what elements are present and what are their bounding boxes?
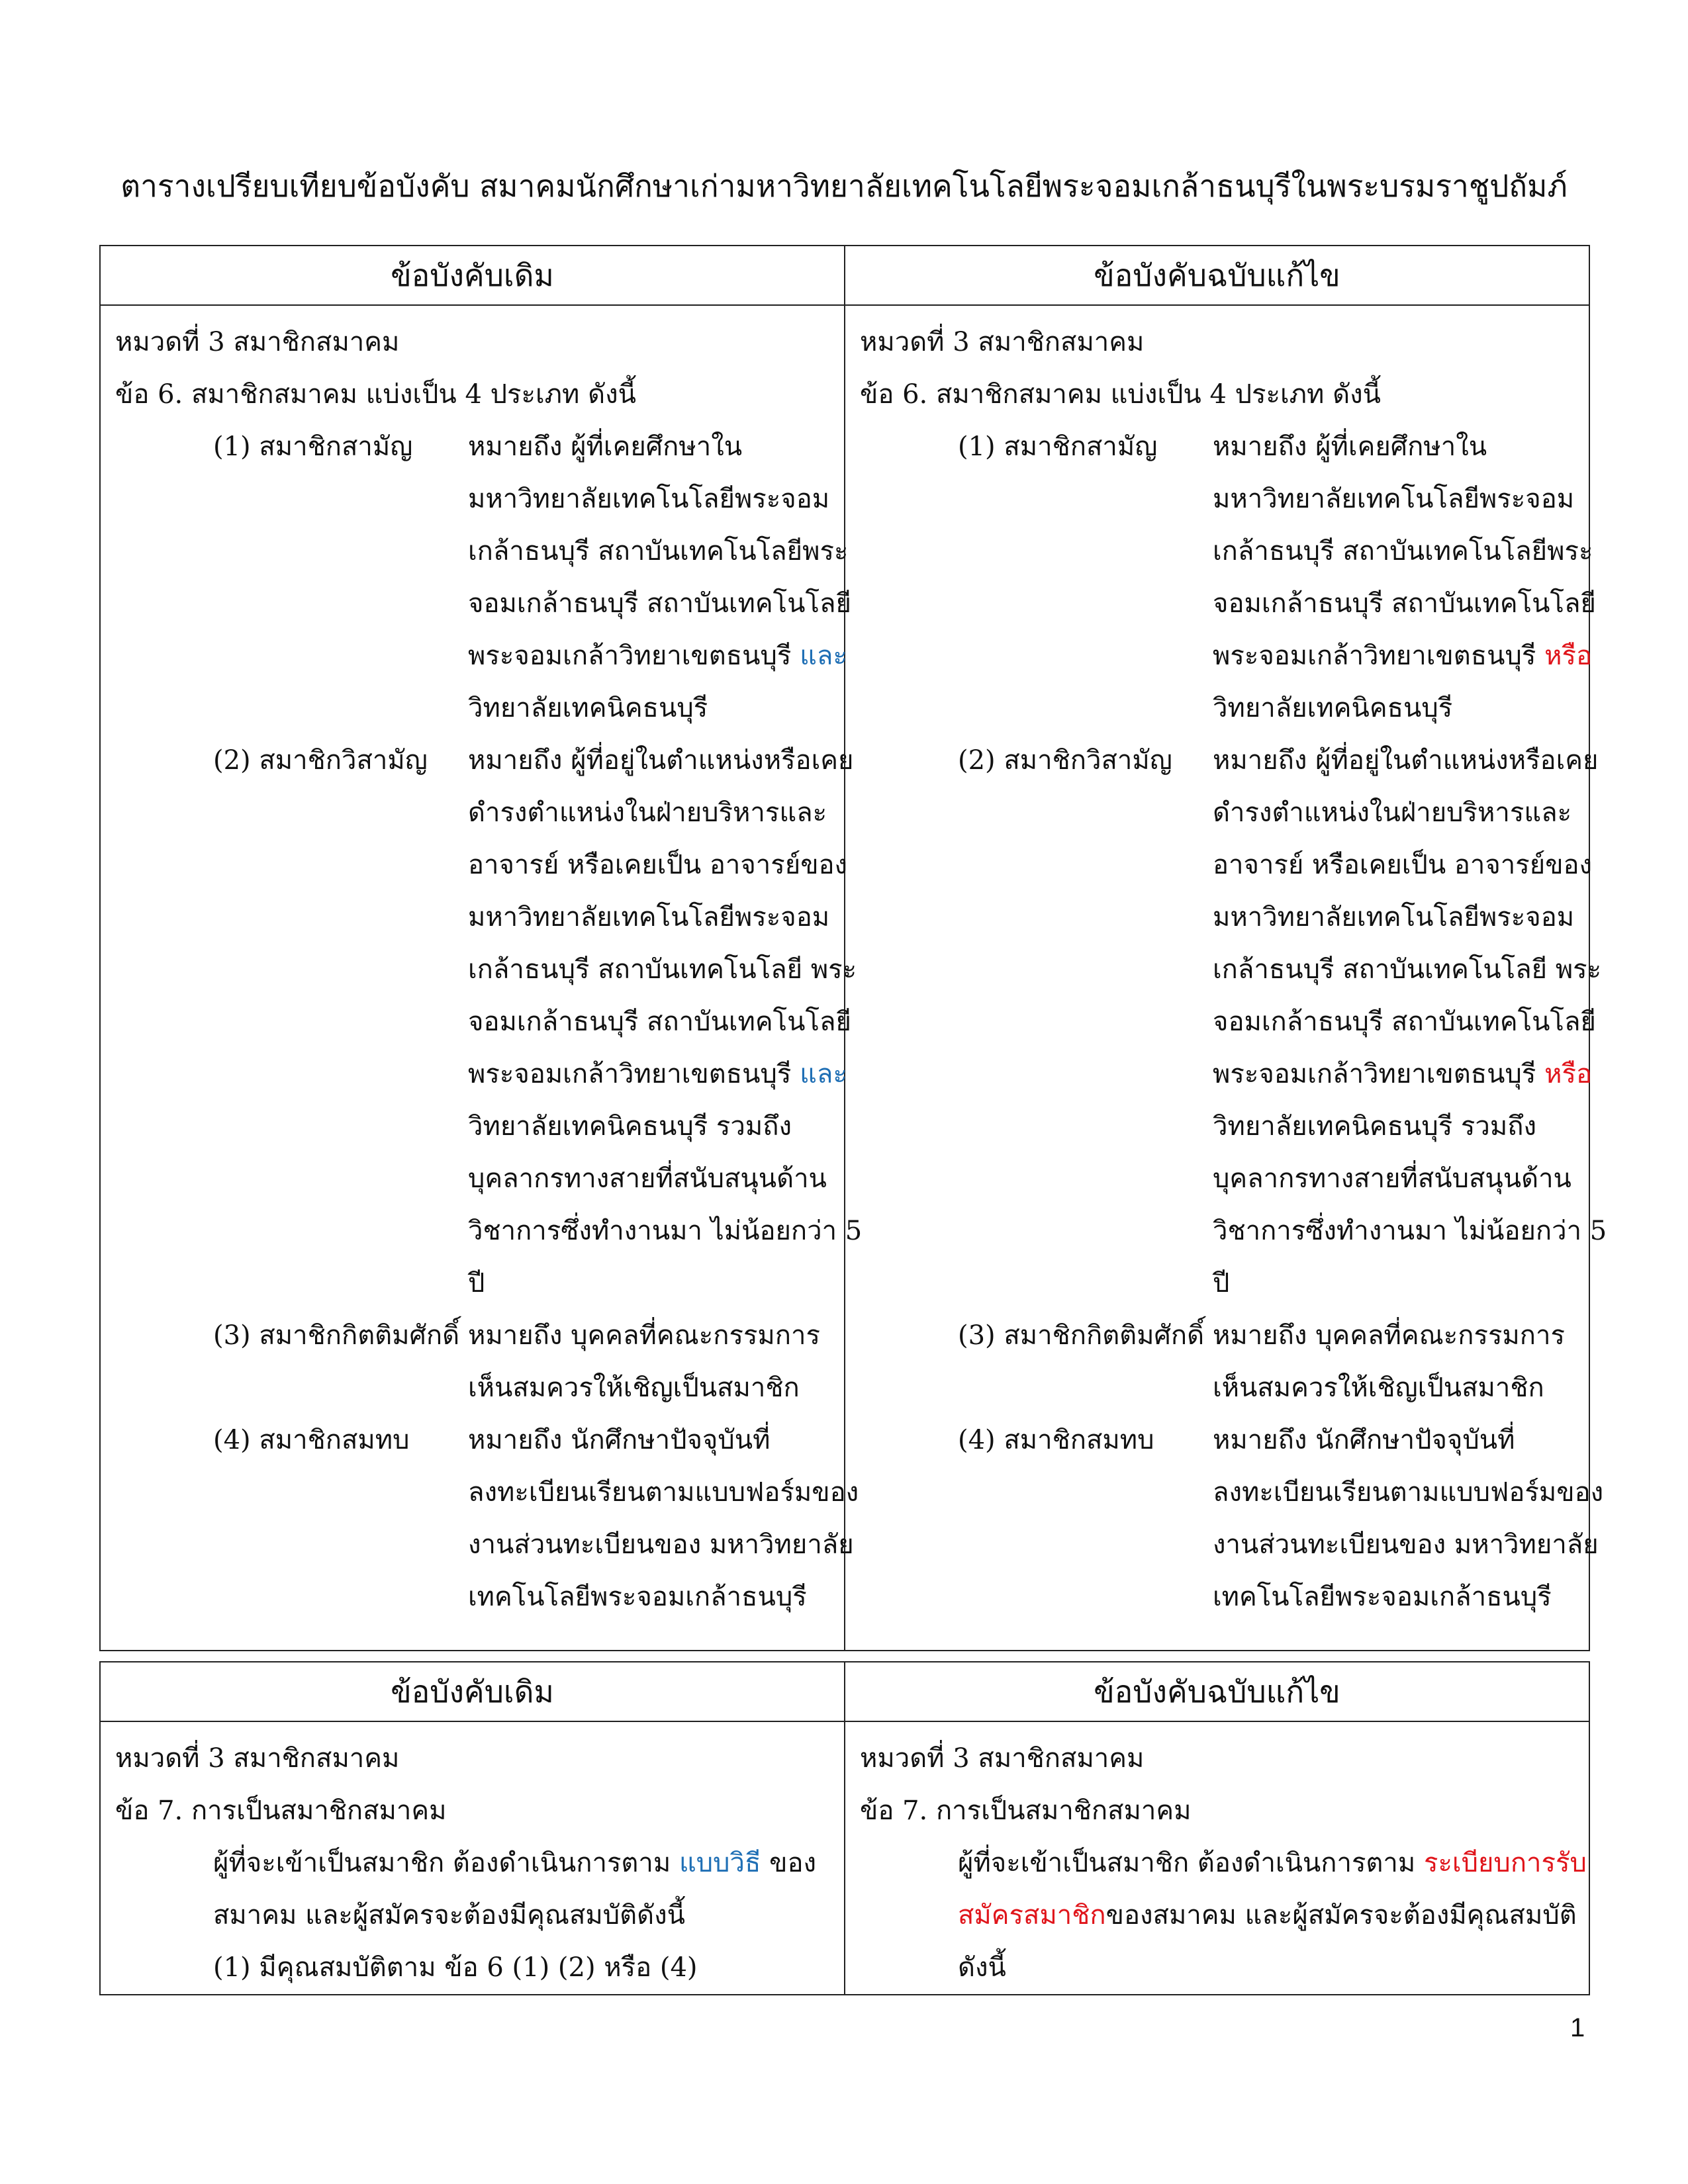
new-regulation-cell	[845, 305, 1607, 1651]
definition-line: มหาวิทยาลัยเทคโนโลยีพระจอม	[468, 902, 830, 933]
member-type-honorary	[860, 1310, 1574, 1414]
member-type-term: (4) สมาชิกสมทบ	[213, 1425, 410, 1455]
definition-line: วิทยาลัยเทคนิคธนบุรี	[1213, 693, 1453, 723]
definition-line: ลงทะเบียนเรียนตามแบบฟอร์มของ	[1213, 1477, 1604, 1508]
definition-text: พระจอมเกล้าวิทยาเขตธนบุรี	[1213, 641, 1545, 671]
member-type-term: (3) สมาชิกกิตติมศักดิ์	[958, 1320, 1205, 1351]
definition-line: จอมเกล้าธนบุรี สถาบันเทคโนโลยี	[468, 1007, 851, 1037]
definition-line	[468, 630, 851, 682]
highlighted-word: แบบวิธี	[679, 1848, 761, 1878]
definition-line: งานส่วนทะเบียนของ มหาวิทยาลัย	[468, 1529, 854, 1560]
member-type-term: (2) สมาชิกวิสามัญ	[213, 745, 428, 776]
definition-line: มหาวิทยาลัยเทคโนโลยีพระจอม	[1213, 902, 1575, 933]
definition-line: วิทยาลัยเทคนิคธนบุรี รวมถึง	[468, 1111, 792, 1142]
definition-line: หมายถึง บุคคลที่คณะกรรมการ	[468, 1320, 820, 1351]
definition-line: ปี	[468, 1268, 485, 1298]
definition-text: พระจอมเกล้าวิทยาเขตธนบุรี	[468, 641, 800, 671]
clause-heading: ข้อ 6. สมาชิกสมาคม แบ่งเป็น 4 ประเภท ดังนี้	[860, 379, 1381, 410]
member-type-term: (2) สมาชิกวิสามัญ	[958, 745, 1172, 776]
comparison-table-article-6	[99, 245, 1607, 1651]
member-type-ordinary	[115, 421, 851, 735]
highlighted-word: สมัครสมาชิก	[958, 1900, 1106, 1931]
definition-line: ดำรงตำแหน่งในฝ่ายบริหารและ	[468, 797, 827, 828]
definition-line: หมายถึง นักศึกษาปัจจุบันที่	[1213, 1425, 1515, 1455]
paragraph-line: ดังนี้	[958, 1952, 1006, 1983]
member-type-honorary	[115, 1310, 829, 1414]
qualification-item: (1) มีคุณสมบัติตาม ข้อ 6 (1) (2) หรือ (4)	[213, 1952, 698, 1983]
definition-line: เทคโนโลยีพระจอมเกล้าธนบุรี	[468, 1582, 807, 1612]
chapter-heading: หมวดที่ 3 สมาชิกสมาคม	[115, 327, 400, 357]
chapter-heading: หมวดที่ 3 สมาชิกสมาคม	[115, 1743, 400, 1774]
member-type-definition	[468, 421, 851, 735]
definition-line: อาจารย์ หรือเคยเป็น อาจารย์ของ	[1213, 850, 1593, 880]
definition-line: วิทยาลัยเทคนิคธนบุรี รวมถึง	[1213, 1111, 1536, 1142]
definition-line: เกล้าธนบุรี สถาบันเทคโนโลยี พระ	[468, 954, 857, 985]
definition-line: จอมเกล้าธนบุรี สถาบันเทคโนโลยี	[1213, 588, 1596, 619]
highlighted-word: และ	[800, 641, 847, 671]
definition-line: ปี	[1213, 1268, 1230, 1298]
member-type-definition	[1213, 1414, 1603, 1623]
definition-line	[468, 1048, 862, 1101]
clause-heading: ข้อ 7. การเป็นสมาชิกสมาคม	[115, 1796, 447, 1826]
definition-line: บุคลากรทางสายที่สนับสนุนด้าน	[1213, 1163, 1571, 1194]
clause-heading: ข้อ 7. การเป็นสมาชิกสมาคม	[860, 1796, 1192, 1826]
member-type-definition	[1213, 735, 1607, 1310]
definition-line: งานส่วนทะเบียนของ มหาวิทยาลัย	[1213, 1529, 1599, 1560]
paragraph-line	[860, 1837, 1587, 1889]
definition-text: พระจอมเกล้าวิทยาเขตธนบุรี	[1213, 1059, 1545, 1089]
paragraph-text: ผู้ที่จะเข้าเป็นสมาชิก ต้องดำเนินการตาม	[958, 1848, 1424, 1878]
definition-line: จอมเกล้าธนบุรี สถาบันเทคโนโลยี	[1213, 1007, 1596, 1037]
definition-line: เห็นสมควรให้เชิญเป็นสมาชิก	[1213, 1373, 1544, 1403]
member-type-definition	[468, 1310, 829, 1414]
definition-line: อาจารย์ หรือเคยเป็น อาจารย์ของ	[468, 850, 848, 880]
definition-line: เห็นสมควรให้เชิญเป็นสมาชิก	[468, 1373, 800, 1403]
highlighted-word: ระเบียบการรับ	[1423, 1848, 1587, 1878]
definition-line: ลงทะเบียนเรียนตามแบบฟอร์มของ	[468, 1477, 859, 1508]
member-type-associate	[860, 1414, 1604, 1623]
definition-line: เกล้าธนบุรี สถาบันเทคโนโลยี พระ	[1213, 954, 1602, 985]
definition-line: เกล้าธนบุรี สถาบันเทคโนโลยีพระ	[1213, 536, 1593, 567]
definition-line: ดำรงตำแหน่งในฝ่ายบริหารและ	[1213, 797, 1572, 828]
highlighted-word: หรือ	[1544, 1059, 1592, 1089]
definition-line: วิชาการซึ่งทำงานมา ไม่น้อยกว่า 5	[1213, 1216, 1607, 1246]
definition-line: หมายถึง ผู้ที่เคยศึกษาใน	[468, 432, 743, 462]
highlighted-word: หรือ	[1544, 641, 1592, 671]
member-type-definition	[468, 1414, 859, 1623]
page-number: 1	[1570, 2013, 1585, 2042]
clause-heading: ข้อ 6. สมาชิกสมาคม แบ่งเป็น 4 ประเภท ดังนี้	[115, 379, 636, 410]
member-type-term: (4) สมาชิกสมทบ	[958, 1425, 1154, 1455]
member-type-term: (3) สมาชิกกิตติมศักดิ์	[213, 1320, 460, 1351]
paragraph-line	[860, 1889, 1577, 1942]
member-type-associate	[115, 1414, 859, 1623]
old-regulation-cell	[100, 1721, 845, 1995]
member-type-term: (1) สมาชิกสามัญ	[213, 432, 413, 462]
definition-line: มหาวิทยาลัยเทคโนโลยีพระจอม	[468, 484, 830, 514]
definition-line	[1213, 630, 1596, 682]
paragraph-text: ผู้ที่จะเข้าเป็นสมาชิก ต้องดำเนินการตาม	[213, 1848, 679, 1878]
member-type-definition	[468, 735, 862, 1310]
highlighted-word: และ	[800, 1059, 847, 1089]
member-type-extraordinary	[115, 735, 863, 1310]
chapter-heading: หมวดที่ 3 สมาชิกสมาคม	[860, 1743, 1145, 1774]
definition-line: บุคลากรทางสายที่สนับสนุนด้าน	[468, 1163, 827, 1194]
header-old-regulation: ข้อบังคับเดิม	[100, 1662, 845, 1721]
definition-line: หมายถึง ผู้ที่อยู่ในตำแหน่งหรือเคย	[468, 745, 854, 776]
member-type-ordinary	[860, 421, 1596, 735]
header-new-regulation: ข้อบังคับฉบับแก้ไข	[845, 1662, 1589, 1721]
chapter-heading: หมวดที่ 3 สมาชิกสมาคม	[860, 327, 1145, 357]
paragraph-text: ของ	[761, 1848, 817, 1878]
header-old-regulation: ข้อบังคับเดิม	[100, 246, 845, 305]
comparison-table-article-7	[99, 1661, 1590, 1995]
definition-line: จอมเกล้าธนบุรี สถาบันเทคโนโลยี	[468, 588, 851, 619]
member-type-term: (1) สมาชิกสามัญ	[958, 432, 1158, 462]
definition-text: พระจอมเกล้าวิทยาเขตธนบุรี	[468, 1059, 800, 1089]
definition-line: วิทยาลัยเทคนิคธนบุรี	[468, 693, 708, 723]
new-regulation-cell	[845, 1721, 1589, 1995]
member-type-definition	[1213, 421, 1596, 735]
paragraph-line	[115, 1837, 829, 1889]
old-regulation-cell	[100, 305, 863, 1651]
definition-line: หมายถึง นักศึกษาปัจจุบันที่	[468, 1425, 771, 1455]
definition-line	[1213, 1048, 1607, 1101]
member-type-extraordinary	[860, 735, 1607, 1310]
header-new-regulation: ข้อบังคับฉบับแก้ไข	[845, 246, 1589, 305]
paragraph-text: ของสมาคม และผู้สมัครจะต้องมีคุณสมบัติ	[1105, 1900, 1577, 1931]
definition-line: มหาวิทยาลัยเทคโนโลยีพระจอม	[1213, 484, 1575, 514]
definition-line: เทคโนโลยีพระจอมเกล้าธนบุรี	[1213, 1582, 1552, 1612]
member-type-definition	[1213, 1310, 1574, 1414]
page-title: ตารางเปรียบเทียบข้อบังคับ สมาคมนักศึกษาเก่ามหาวิทยาลัยเทคโนโลยีพระจอมเกล้าธนบุรีในพระบรมราชูปถัมภ์	[120, 168, 1568, 204]
definition-line: วิชาการซึ่งทำงานมา ไม่น้อยกว่า 5	[468, 1216, 863, 1246]
paragraph-line: สมาคม และผู้สมัครจะต้องมีคุณสมบัติดังนี้	[213, 1900, 686, 1931]
definition-line: เกล้าธนบุรี สถาบันเทคโนโลยีพระ	[468, 536, 849, 567]
definition-line: หมายถึง ผู้ที่เคยศึกษาใน	[1213, 432, 1487, 462]
definition-line: หมายถึง บุคคลที่คณะกรรมการ	[1213, 1320, 1565, 1351]
definition-line: หมายถึง ผู้ที่อยู่ในตำแหน่งหรือเคย	[1213, 745, 1599, 776]
